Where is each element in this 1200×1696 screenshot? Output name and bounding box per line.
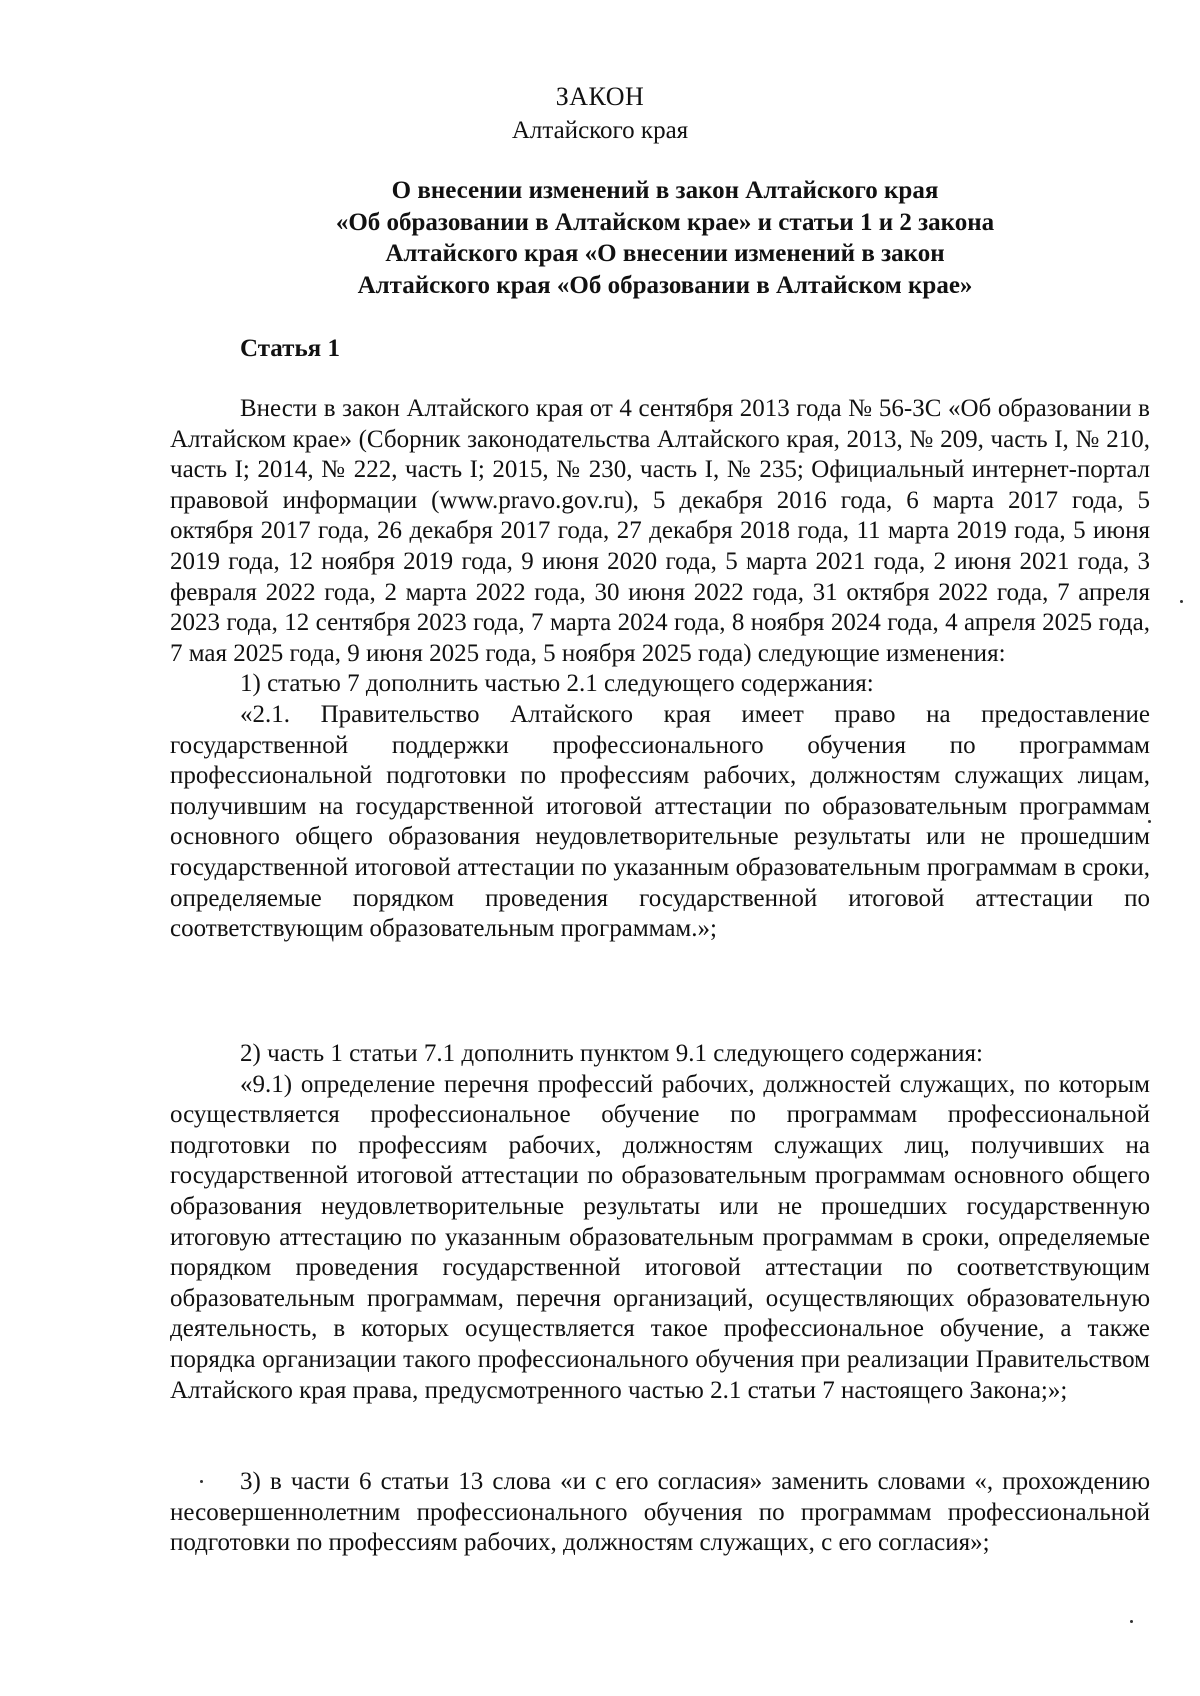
law-heading: ЗАКОН	[555, 82, 645, 111]
title-line: «Об образовании в Алтайском крае» и статьи 1 и 2 закона	[335, 208, 995, 236]
region-subheading: Алтайского края	[511, 117, 689, 144]
item-3-text: 3) в части 6 статьи 13 слова «и с его согласия» заменить словами «, прохождению несовершеннолетним профессионального обучения по программам профессиональной подготовки по профессиям рабочих, должностям служащих, с его согласия»;	[170, 1468, 1150, 1557]
title-line: Алтайского края «Об образовании в Алтайском крае»	[357, 271, 973, 299]
title-line: Алтайского края «О внесении изменений в закон	[385, 240, 945, 267]
title-line: О внесении изменений в закон Алтайского края	[391, 177, 939, 204]
intro-paragraph: Внести в закон Алтайского края от 4 сентября 2013 года № 56-ЗС «Об образовании в Алтайском крае» (Сборник законодательства Алтайского края, 2013, № 209, часть I, № 210, часть I; 2014, № 222, часть I; 2015, № 230, часть I, № 235; Официальный интернет-портал правовой информации (www.pravo.gov.ru), 5 декабря 2016 года, 6 марта 2017 года, 5 октября 2017 года, 26 декабря 2017 года, 27 декабря 2018 года, 11 марта 2019 года, 5 июня 2019 года, 12 ноября 2019 года, 9 июня 2020 года, 5 марта 2021 года, 2 июня 2021 года, 3 февраля 2022 года, 2 марта 2022 года, 30 июня 2022 года, 31 октября 2022 года, 7 апреля 2023 года, 12 сентября 2023 года, 7 марта 2024 года, 8 ноября 2024 года, 4 апреля 2025 года, 7 мая 2025 года, 9 июня 2025 года, 5 ноября 2025 года) следующие изменения:	[170, 395, 1150, 667]
article-body-part-1	[170, 394, 1150, 945]
scan-speck	[1148, 820, 1151, 823]
scan-speck	[200, 1480, 203, 1483]
item-2-text: «9.1) определение перечня профессий рабочих, должностей служащих, по которым осуществляется профессиональное обучение по программам профессиональной подготовки по профессиям рабочих, должностям служащих лиц, получивших на государственной итоговой аттестации по образовательным программам основного общего образования неудовлетворительные результаты или не прошедших государственную итоговую аттестацию по указанным образовательным программам в сроки, определяемые порядком проведения государственной итоговой аттестации по соответствующим образовательным программам, перечня организаций, осуществляющих образовательную деятельность, в которых осуществляется такое профессиональное обучение, а также порядка организации такого профессионального обучения при реализации Правительством Алтайского края права, предусмотренного частью 2.1 статьи 7 настоящего Закона;»;	[170, 1070, 1150, 1404]
scan-speck	[1180, 600, 1183, 603]
item-1-lead: 1) статью 7 дополнить частью 2.1 следующего содержания:	[240, 670, 874, 698]
scan-speck	[1130, 1620, 1133, 1623]
law-title	[250, 175, 1080, 301]
article-body-part-2	[170, 1039, 1150, 1406]
article-body-part-3	[170, 1467, 1150, 1559]
item-2-lead: 2) часть 1 статьи 7.1 дополнить пунктом 9.1 следующего содержания:	[240, 1040, 983, 1067]
article-heading: Статья 1	[240, 335, 340, 362]
item-1-text: «2.1. Правительство Алтайского края имеет право на предоставление государственной поддержки профессионального обучения по программам профессиональной подготовки по профессиям рабочих, должностям служащих лицам, получившим на государственной итоговой аттестации по образовательным программам основного общего образования неудовлетворительные результаты или не прошедшим государственной итоговой аттестации по указанным образовательным программам в сроки, определяемые порядком проведения государственной итоговой аттестации по соответствующим образовательным программам.»;	[170, 700, 1150, 943]
